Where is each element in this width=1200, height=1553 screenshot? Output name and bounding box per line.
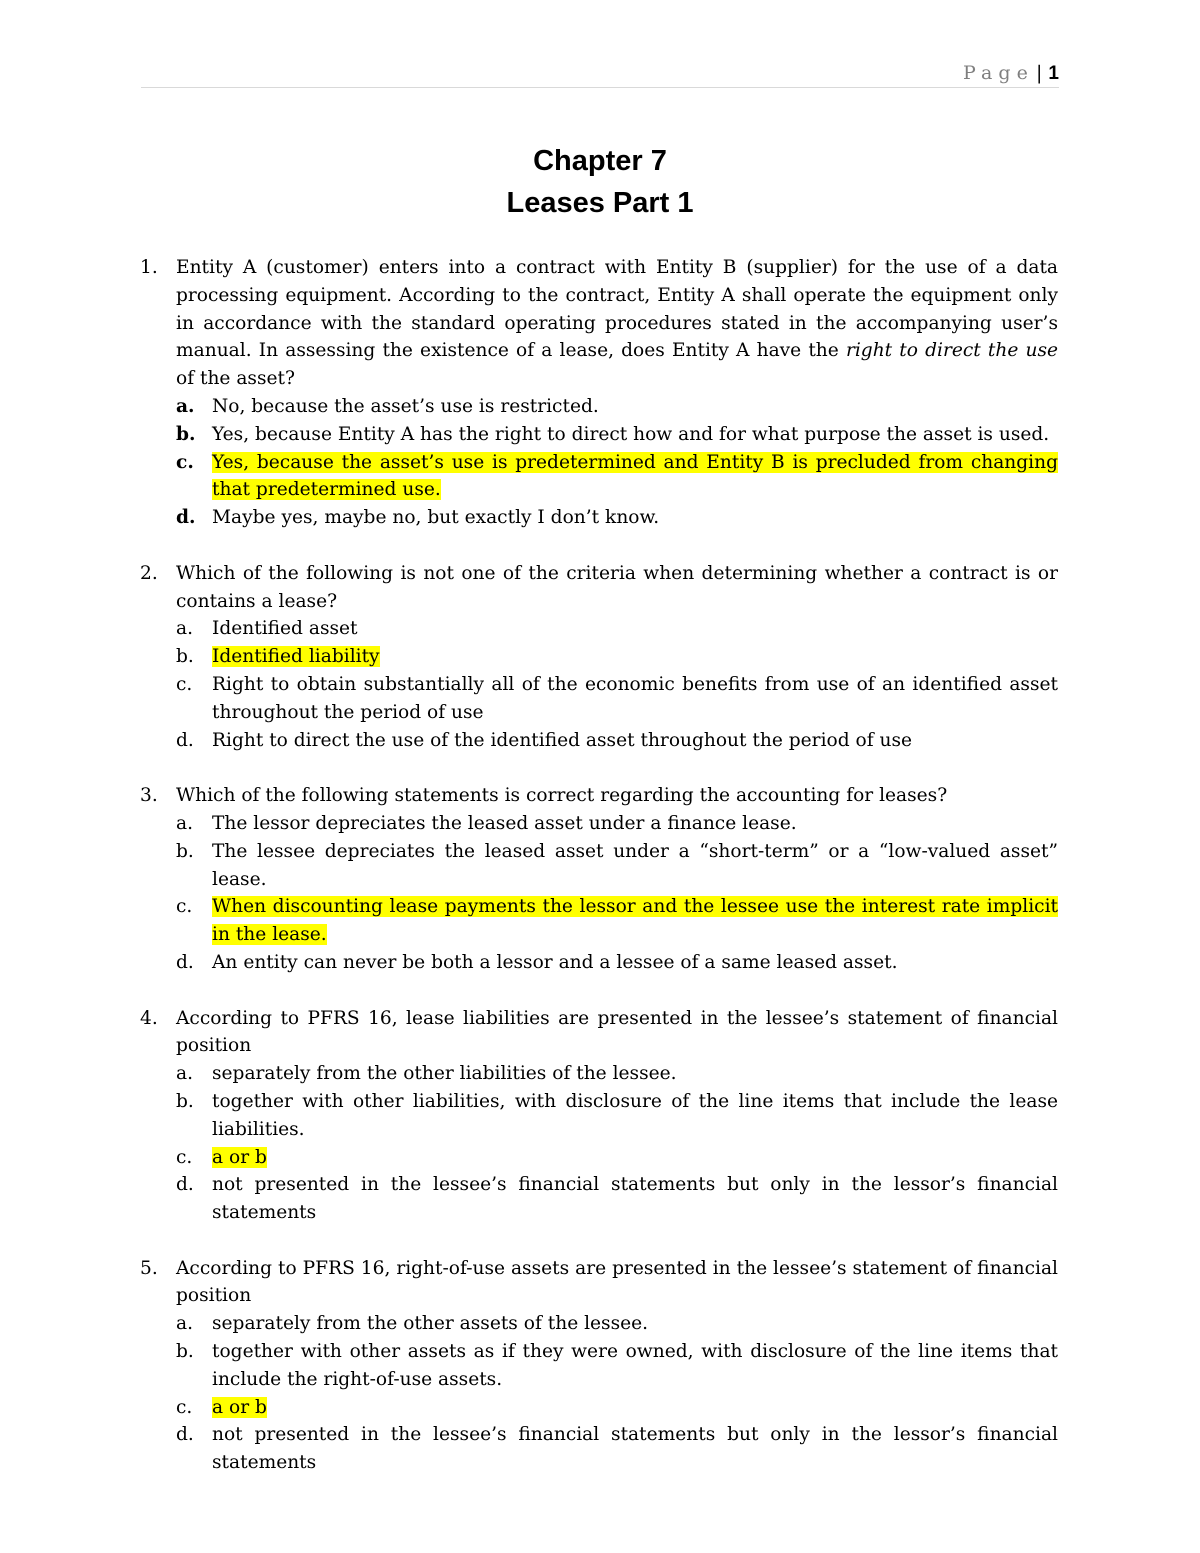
highlighted-answer: Identified liability [212, 646, 380, 668]
option-letter: b. [176, 646, 194, 668]
document-title [0, 140, 1200, 224]
chapter-heading: Chapter 7 [533, 145, 667, 177]
question-5 [140, 1255, 1058, 1477]
option-letter: d. [176, 1174, 194, 1196]
question-number: 1. [140, 257, 158, 278]
option-text: together with other assets as if they were owned, with disclosure of the line items that include the right-of-use assets. [212, 1341, 1058, 1390]
option-b-highlighted [176, 643, 1058, 671]
page-label-separator: | [1036, 62, 1043, 84]
option-letter: a. [176, 1063, 193, 1085]
option-letter: b. [176, 1341, 194, 1363]
question-stem [176, 254, 1058, 393]
option-letter: a. [176, 1313, 193, 1335]
option-letter: c. [176, 673, 193, 695]
option-c-highlighted [176, 449, 1058, 505]
option-d [176, 727, 1058, 755]
option-text [212, 643, 1058, 671]
option-letter: b. [176, 1090, 194, 1112]
option-letter: d. [176, 951, 194, 973]
option-letter: b. [176, 423, 196, 445]
option-a [176, 810, 1058, 838]
page-header [141, 60, 1059, 88]
option-letter: d. [176, 507, 196, 529]
option-b [176, 1338, 1058, 1394]
highlighted-answer: Yes, because the asset’s use is predetermined and Entity B is precluded from changing that predetermined use. [212, 451, 1058, 501]
question-number: 3. [140, 785, 158, 807]
option-b [176, 1088, 1058, 1144]
option-text: Yes, because Entity A has the right to direct how and for what purpose the asset is used. [212, 423, 1050, 445]
option-text: Maybe yes, maybe no, but exactly I don’t know. [212, 507, 660, 529]
option-d [176, 1421, 1058, 1477]
question-number: 2. [140, 562, 158, 584]
option-letter: a. [176, 812, 193, 834]
option-letter: c. [176, 451, 194, 473]
question-list [140, 254, 1058, 1505]
option-letter: a. [176, 618, 193, 640]
option-text: not presented in the lessee’s financial statements but only in the lessor’s financial statements [212, 1424, 1058, 1474]
page-label-text: Page [963, 62, 1035, 84]
option-text: together with other liabilities, with disclosure of the line items that include the lease liabilities. [212, 1090, 1058, 1140]
highlighted-answer: When discounting lease payments the lessor and the lessee use the interest rate implicit in the lease. [212, 896, 1058, 946]
chapter-subtitle: Leases Part 1 [506, 187, 694, 219]
question-stem-text-end: of the asset? [176, 368, 295, 390]
option-d [176, 1171, 1058, 1227]
page-number-label [963, 62, 1059, 85]
option-a [176, 1060, 1058, 1088]
option-b [176, 838, 1058, 894]
option-letter: d. [176, 729, 194, 751]
option-text: An entity can never be both a lessor and a lessee of a same leased asset. [212, 951, 898, 973]
question-number: 5. [140, 1257, 158, 1279]
option-text: not presented in the lessee’s financial statements but only in the lessor’s financial statements [212, 1174, 1058, 1224]
option-c [176, 671, 1058, 727]
option-letter: c. [176, 1146, 193, 1168]
option-letter: b. [176, 840, 194, 862]
option-c-highlighted [176, 893, 1058, 949]
option-b [176, 421, 1058, 449]
question-stem: According to PFRS 16, right-of-use assets are presented in the lessee’s statement of financial position [176, 1257, 1058, 1307]
question-stem: According to PFRS 16, lease liabilities are presented in the lessee’s statement of financial position [176, 1007, 1058, 1057]
question-1 [140, 254, 1058, 532]
option-letter: c. [176, 896, 193, 918]
option-a [176, 615, 1058, 643]
option-text: The lessee depreciates the leased asset under a “short-term” or a “low-valued asset” lease. [212, 840, 1058, 890]
question-stem: Which of the following statements is correct regarding the accounting for leases? [176, 785, 948, 807]
option-d [176, 504, 1058, 532]
option-text: Identified asset [212, 618, 358, 640]
question-number: 4. [140, 1007, 158, 1029]
option-text [212, 893, 1058, 949]
option-text: Right to obtain substantially all of the economic benefits from use of an identified asset throughout the period of use [212, 673, 1058, 723]
question-stem: Which of the following is not one of the criteria when determining whether a contract is or contains a lease? [176, 562, 1058, 612]
page-number: 1 [1048, 63, 1059, 84]
question-4 [140, 1005, 1058, 1227]
option-letter: a. [176, 395, 195, 417]
option-letter: c. [176, 1396, 193, 1418]
question-2 [140, 560, 1058, 755]
option-c-highlighted [176, 1394, 1058, 1422]
option-text: separately from the other assets of the lessee. [212, 1313, 649, 1335]
question-3 [140, 782, 1058, 977]
highlighted-answer: a or b [212, 1146, 267, 1168]
option-text [212, 1394, 1058, 1422]
question-stem-text: Entity A (customer) enters into a contract with Entity B (supplier) for the use of a data processing equipment. According to the contract, Entity A shall operate the equipment only in accordance with the standard operating procedures stated in the accompanying user’s manual. In assessing the existence of a lease, does Entity A have the [176, 257, 1058, 362]
option-d [176, 949, 1058, 977]
option-text [212, 449, 1058, 505]
option-text: No, because the asset’s use is restricted. [212, 395, 599, 417]
option-text: The lessor depreciates the leased asset under a finance lease. [212, 812, 797, 834]
highlighted-answer: a or b [212, 1396, 267, 1418]
option-text: separately from the other liabilities of the lessee. [212, 1063, 677, 1085]
option-text [212, 1144, 1058, 1172]
option-text: Right to direct the use of the identified asset throughout the period of use [212, 729, 913, 751]
option-c-highlighted [176, 1144, 1058, 1172]
option-letter: d. [176, 1424, 194, 1446]
question-stem-emphasis: right to direct the use [845, 340, 1059, 362]
option-a [176, 393, 1058, 421]
option-a [176, 1310, 1058, 1338]
